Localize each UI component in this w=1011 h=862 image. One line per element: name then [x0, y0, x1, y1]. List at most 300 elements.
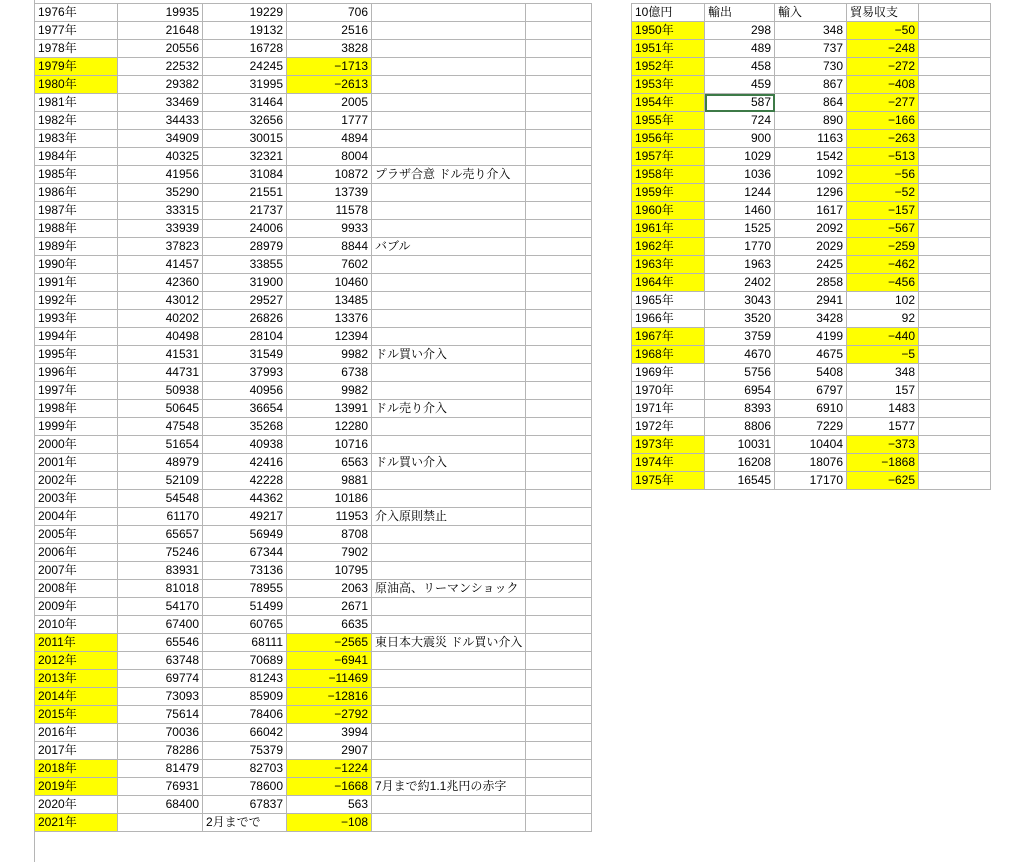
cell-balance[interactable]: −462 — [847, 256, 919, 274]
cell-note[interactable] — [372, 184, 526, 202]
cell-export[interactable]: 33315 — [118, 202, 203, 220]
cell-export[interactable]: 33939 — [118, 220, 203, 238]
cell-note[interactable]: ドル買い介入 — [372, 346, 526, 364]
cell-export[interactable]: 75614 — [118, 706, 203, 724]
cell-year[interactable]: 1969年 — [632, 364, 705, 382]
cell-year[interactable]: 2021年 — [35, 814, 118, 832]
table-row[interactable] — [35, 202, 592, 220]
cell-import[interactable]: 2425 — [775, 256, 847, 274]
cell-balance[interactable]: 13991 — [287, 400, 372, 418]
cell-year[interactable]: 1967年 — [632, 328, 705, 346]
cell-import[interactable]: 51499 — [203, 598, 287, 616]
table-row[interactable] — [35, 292, 592, 310]
cell-import[interactable]: 31900 — [203, 274, 287, 292]
table-row[interactable] — [35, 22, 592, 40]
cell-empty[interactable] — [919, 238, 991, 256]
cell-year[interactable]: 1974年 — [632, 454, 705, 472]
cell-balance[interactable]: −1713 — [287, 58, 372, 76]
cell-export[interactable]: 78286 — [118, 742, 203, 760]
table-row[interactable] — [632, 130, 991, 148]
cell-year[interactable]: 1952年 — [632, 58, 705, 76]
cell-note[interactable] — [372, 814, 526, 832]
cell-note[interactable] — [372, 220, 526, 238]
cell-year[interactable]: 1951年 — [632, 40, 705, 58]
cell-balance[interactable]: −5 — [847, 346, 919, 364]
cell-year[interactable]: 1966年 — [632, 310, 705, 328]
cell-export[interactable]: 458 — [705, 58, 775, 76]
cell-export[interactable]: 69774 — [118, 670, 203, 688]
trade-balance-table-1950-1975[interactable] — [631, 3, 991, 490]
cell-balance[interactable]: 10716 — [287, 436, 372, 454]
cell-empty[interactable] — [526, 148, 592, 166]
cell-year[interactable]: 1997年 — [35, 382, 118, 400]
table-row[interactable] — [632, 202, 991, 220]
cell-empty[interactable] — [526, 562, 592, 580]
cell-import[interactable]: 28104 — [203, 328, 287, 346]
cell-balance[interactable]: −259 — [847, 238, 919, 256]
cell-empty[interactable] — [919, 418, 991, 436]
cell-note[interactable] — [372, 526, 526, 544]
cell-empty[interactable] — [919, 472, 991, 490]
cell-balance[interactable]: −277 — [847, 94, 919, 112]
cell-year[interactable]: 2002年 — [35, 472, 118, 490]
cell-import[interactable]: 1296 — [775, 184, 847, 202]
table-row[interactable] — [35, 778, 592, 796]
cell-export[interactable]: 29382 — [118, 76, 203, 94]
cell-export[interactable]: 2402 — [705, 274, 775, 292]
table-row[interactable] — [35, 616, 592, 634]
table-row[interactable] — [35, 652, 592, 670]
cell-export[interactable]: 65546 — [118, 634, 203, 652]
cell-empty[interactable] — [919, 346, 991, 364]
cell-export[interactable]: 33469 — [118, 94, 203, 112]
cell-export[interactable]: 76931 — [118, 778, 203, 796]
table-row[interactable] — [35, 634, 592, 652]
cell-year[interactable]: 1987年 — [35, 202, 118, 220]
cell-export[interactable]: 83931 — [118, 562, 203, 580]
cell-export[interactable]: 587 — [705, 94, 775, 112]
cell-import[interactable]: 18076 — [775, 454, 847, 472]
cell-note[interactable] — [372, 256, 526, 274]
cell-year[interactable]: 2007年 — [35, 562, 118, 580]
cell-year[interactable]: 1959年 — [632, 184, 705, 202]
cell-balance[interactable]: 8004 — [287, 148, 372, 166]
cell-import[interactable]: 30015 — [203, 130, 287, 148]
cell-import[interactable]: 67837 — [203, 796, 287, 814]
cell-year[interactable]: 2004年 — [35, 508, 118, 526]
cell-balance[interactable]: 9881 — [287, 472, 372, 490]
cell-empty[interactable] — [919, 400, 991, 418]
cell-note[interactable]: ドル買い介入 — [372, 454, 526, 472]
table-row[interactable] — [35, 346, 592, 364]
cell-year[interactable]: 2003年 — [35, 490, 118, 508]
table-row[interactable] — [35, 166, 592, 184]
table-row[interactable] — [35, 40, 592, 58]
cell-import[interactable]: 737 — [775, 40, 847, 58]
table-row[interactable] — [35, 310, 592, 328]
cell-export[interactable]: 724 — [705, 112, 775, 130]
cell-year[interactable]: 1970年 — [632, 382, 705, 400]
cell-year[interactable]: 2010年 — [35, 616, 118, 634]
cell-balance[interactable]: −12816 — [287, 688, 372, 706]
cell-export[interactable]: 4670 — [705, 346, 775, 364]
cell-export[interactable]: 65657 — [118, 526, 203, 544]
cell-import[interactable]: 32321 — [203, 148, 287, 166]
cell-year[interactable]: 2014年 — [35, 688, 118, 706]
cell-balance[interactable]: −6941 — [287, 652, 372, 670]
cell-empty[interactable] — [919, 4, 991, 22]
cell-export[interactable]: 42360 — [118, 274, 203, 292]
cell-year[interactable]: 1992年 — [35, 292, 118, 310]
cell-import[interactable]: 864 — [775, 94, 847, 112]
cell-empty[interactable] — [526, 58, 592, 76]
cell-balance[interactable]: −1668 — [287, 778, 372, 796]
cell-note[interactable] — [372, 418, 526, 436]
cell-export[interactable]: 50938 — [118, 382, 203, 400]
cell-empty[interactable] — [526, 130, 592, 148]
cell-export[interactable]: 43012 — [118, 292, 203, 310]
cell-year[interactable]: 2015年 — [35, 706, 118, 724]
cell-note[interactable] — [372, 364, 526, 382]
cell-empty[interactable] — [526, 4, 592, 22]
cell-balance[interactable]: −1224 — [287, 760, 372, 778]
cell-year[interactable]: 1990年 — [35, 256, 118, 274]
cell-empty[interactable] — [526, 202, 592, 220]
cell-export[interactable]: 41531 — [118, 346, 203, 364]
cell-empty[interactable] — [526, 436, 592, 454]
cell-note[interactable] — [372, 670, 526, 688]
cell-import[interactable]: 6910 — [775, 400, 847, 418]
cell-year[interactable]: 2005年 — [35, 526, 118, 544]
cell-balance[interactable]: 6635 — [287, 616, 372, 634]
cell-empty[interactable] — [919, 436, 991, 454]
cell-year[interactable]: 1981年 — [35, 94, 118, 112]
cell-year[interactable]: 2013年 — [35, 670, 118, 688]
cell-empty[interactable] — [526, 760, 592, 778]
cell-empty[interactable] — [526, 418, 592, 436]
table-row[interactable] — [632, 112, 991, 130]
cell-year[interactable]: 1972年 — [632, 418, 705, 436]
cell-balance[interactable]: −166 — [847, 112, 919, 130]
cell-balance[interactable]: 1777 — [287, 112, 372, 130]
cell-export[interactable]: 50645 — [118, 400, 203, 418]
cell-note[interactable] — [372, 112, 526, 130]
cell-empty[interactable] — [526, 310, 592, 328]
cell-year[interactable]: 1999年 — [35, 418, 118, 436]
cell-balance[interactable]: −440 — [847, 328, 919, 346]
cell-balance[interactable]: 3994 — [287, 724, 372, 742]
cell-empty[interactable] — [919, 40, 991, 58]
table-row[interactable] — [35, 706, 592, 724]
cell-import[interactable]: 19132 — [203, 22, 287, 40]
cell-note[interactable] — [372, 292, 526, 310]
cell-export[interactable]: 16545 — [705, 472, 775, 490]
cell-balance[interactable]: −2792 — [287, 706, 372, 724]
cell-import[interactable]: 82703 — [203, 760, 287, 778]
table-row[interactable] — [632, 94, 991, 112]
cell-export[interactable]: 3759 — [705, 328, 775, 346]
cell-import[interactable]: 6797 — [775, 382, 847, 400]
cell-empty[interactable] — [919, 256, 991, 274]
table-row[interactable] — [35, 562, 592, 580]
trade-balance-table-1976-2021[interactable] — [34, 3, 592, 832]
cell-balance[interactable]: 3828 — [287, 40, 372, 58]
cell-import[interactable]: 31549 — [203, 346, 287, 364]
cell-year[interactable]: 2016年 — [35, 724, 118, 742]
cell-note[interactable] — [372, 490, 526, 508]
table-row[interactable] — [35, 256, 592, 274]
cell-note[interactable] — [372, 76, 526, 94]
cell-empty[interactable] — [526, 292, 592, 310]
table-row[interactable] — [35, 742, 592, 760]
cell-empty[interactable] — [526, 112, 592, 130]
cell-balance[interactable]: −456 — [847, 274, 919, 292]
cell-empty[interactable] — [919, 94, 991, 112]
cell-note[interactable] — [372, 94, 526, 112]
cell-export[interactable]: 75246 — [118, 544, 203, 562]
cell-export[interactable]: 8393 — [705, 400, 775, 418]
cell-balance[interactable]: −108 — [287, 814, 372, 832]
cell-balance[interactable]: 6738 — [287, 364, 372, 382]
cell-balance[interactable]: 2907 — [287, 742, 372, 760]
table-row[interactable] — [35, 508, 592, 526]
cell-year[interactable]: 1963年 — [632, 256, 705, 274]
cell-import[interactable]: 31995 — [203, 76, 287, 94]
table-row[interactable] — [35, 238, 592, 256]
table-row[interactable] — [632, 454, 991, 472]
cell-balance[interactable]: 12280 — [287, 418, 372, 436]
cell-export[interactable]: 37823 — [118, 238, 203, 256]
cell-note[interactable]: 東日本大震災 ドル買い介入 — [372, 634, 526, 652]
cell-import[interactable]: 36654 — [203, 400, 287, 418]
table-row[interactable] — [35, 328, 592, 346]
cell-balance[interactable]: 1577 — [847, 418, 919, 436]
cell-year[interactable]: 1977年 — [35, 22, 118, 40]
table-row[interactable] — [632, 166, 991, 184]
cell-import[interactable]: 31464 — [203, 94, 287, 112]
cell-export[interactable]: 1963 — [705, 256, 775, 274]
cell-import[interactable]: 85909 — [203, 688, 287, 706]
cell-year[interactable]: 1985年 — [35, 166, 118, 184]
cell-year[interactable]: 1982年 — [35, 112, 118, 130]
cell-import[interactable]: 16728 — [203, 40, 287, 58]
cell-balance[interactable]: −2565 — [287, 634, 372, 652]
cell-empty[interactable] — [526, 670, 592, 688]
cell-export[interactable]: 10031 — [705, 436, 775, 454]
cell-year[interactable]: 2019年 — [35, 778, 118, 796]
cell-import[interactable]: 28979 — [203, 238, 287, 256]
cell-note[interactable] — [372, 22, 526, 40]
cell-note[interactable] — [372, 148, 526, 166]
cell-balance[interactable]: 2005 — [287, 94, 372, 112]
cell-import[interactable]: 37993 — [203, 364, 287, 382]
cell-balance[interactable]: 12394 — [287, 328, 372, 346]
cell-empty[interactable] — [526, 184, 592, 202]
cell-empty[interactable] — [526, 364, 592, 382]
cell-import[interactable]: 10404 — [775, 436, 847, 454]
cell-import[interactable]: 31084 — [203, 166, 287, 184]
cell-empty[interactable] — [526, 580, 592, 598]
cell-empty[interactable] — [919, 184, 991, 202]
cell-import[interactable]: 2941 — [775, 292, 847, 310]
cell-year[interactable]: 2000年 — [35, 436, 118, 454]
cell-year[interactable]: 1973年 — [632, 436, 705, 454]
table-row[interactable] — [35, 490, 592, 508]
table-row[interactable] — [35, 76, 592, 94]
cell-balance[interactable]: 2671 — [287, 598, 372, 616]
cell-year[interactable]: 1954年 — [632, 94, 705, 112]
cell-export[interactable]: 34909 — [118, 130, 203, 148]
cell-export[interactable]: 1029 — [705, 148, 775, 166]
cell-export[interactable]: 1460 — [705, 202, 775, 220]
cell-note[interactable] — [372, 760, 526, 778]
cell-year[interactable]: 1964年 — [632, 274, 705, 292]
cell-balance[interactable]: −625 — [847, 472, 919, 490]
cell-export[interactable]: 52109 — [118, 472, 203, 490]
table-row[interactable] — [632, 310, 991, 328]
cell-balance[interactable]: −272 — [847, 58, 919, 76]
cell-export[interactable]: 41956 — [118, 166, 203, 184]
cell-year[interactable]: 2001年 — [35, 454, 118, 472]
cell-empty[interactable] — [526, 274, 592, 292]
cell-year[interactable]: 1965年 — [632, 292, 705, 310]
cell-year[interactable]: 1971年 — [632, 400, 705, 418]
cell-export[interactable]: 22532 — [118, 58, 203, 76]
cell-export[interactable]: 489 — [705, 40, 775, 58]
cell-year[interactable]: 1968年 — [632, 346, 705, 364]
cell-empty[interactable] — [526, 634, 592, 652]
cell-export[interactable]: 1770 — [705, 238, 775, 256]
cell-export[interactable]: 21648 — [118, 22, 203, 40]
cell-import[interactable]: 56949 — [203, 526, 287, 544]
cell-import[interactable]: 17170 — [775, 472, 847, 490]
cell-empty[interactable] — [526, 688, 592, 706]
cell-note[interactable] — [372, 706, 526, 724]
cell-import[interactable]: 33855 — [203, 256, 287, 274]
cell-export[interactable]: 81018 — [118, 580, 203, 598]
cell-balance[interactable]: 8708 — [287, 526, 372, 544]
table-row[interactable] — [632, 58, 991, 76]
cell-empty[interactable] — [526, 454, 592, 472]
cell-balance[interactable]: 9982 — [287, 382, 372, 400]
cell-import[interactable]: 40938 — [203, 436, 287, 454]
cell-balance[interactable]: 13739 — [287, 184, 372, 202]
cell-empty[interactable] — [526, 400, 592, 418]
table-row[interactable] — [632, 346, 991, 364]
header-balance[interactable]: 貿易収支 — [847, 4, 919, 22]
cell-import[interactable]: 40956 — [203, 382, 287, 400]
cell-note[interactable]: バブル — [372, 238, 526, 256]
table-row[interactable] — [35, 580, 592, 598]
cell-balance[interactable]: 10795 — [287, 562, 372, 580]
cell-year[interactable]: 1953年 — [632, 76, 705, 94]
table-row[interactable] — [35, 526, 592, 544]
cell-year[interactable]: 1958年 — [632, 166, 705, 184]
cell-year[interactable]: 1986年 — [35, 184, 118, 202]
cell-year[interactable]: 1983年 — [35, 130, 118, 148]
cell-empty[interactable] — [526, 706, 592, 724]
cell-balance[interactable]: 9982 — [287, 346, 372, 364]
cell-note[interactable] — [372, 436, 526, 454]
table-row[interactable] — [632, 184, 991, 202]
cell-year[interactable]: 1998年 — [35, 400, 118, 418]
cell-note[interactable] — [372, 598, 526, 616]
table-row[interactable] — [632, 400, 991, 418]
cell-year[interactable]: 1996年 — [35, 364, 118, 382]
cell-export[interactable]: 54548 — [118, 490, 203, 508]
cell-empty[interactable] — [526, 256, 592, 274]
cell-export[interactable]: 54170 — [118, 598, 203, 616]
cell-empty[interactable] — [526, 742, 592, 760]
cell-import[interactable]: 44362 — [203, 490, 287, 508]
cell-balance[interactable]: 563 — [287, 796, 372, 814]
cell-balance[interactable]: 13376 — [287, 310, 372, 328]
cell-year[interactable]: 1955年 — [632, 112, 705, 130]
cell-year[interactable]: 2011年 — [35, 634, 118, 652]
table-row[interactable] — [35, 724, 592, 742]
cell-empty[interactable] — [919, 220, 991, 238]
cell-export[interactable]: 1244 — [705, 184, 775, 202]
cell-import[interactable]: 68111 — [203, 634, 287, 652]
cell-import[interactable]: 2月までで — [203, 814, 287, 832]
cell-year[interactable]: 1984年 — [35, 148, 118, 166]
cell-export[interactable]: 35290 — [118, 184, 203, 202]
cell-empty[interactable] — [526, 598, 592, 616]
cell-import[interactable]: 2029 — [775, 238, 847, 256]
cell-import[interactable]: 49217 — [203, 508, 287, 526]
cell-note[interactable] — [372, 724, 526, 742]
table-row[interactable] — [632, 472, 991, 490]
cell-note[interactable] — [372, 40, 526, 58]
cell-export[interactable]: 48979 — [118, 454, 203, 472]
cell-export[interactable]: 81479 — [118, 760, 203, 778]
cell-empty[interactable] — [526, 490, 592, 508]
cell-import[interactable]: 70689 — [203, 652, 287, 670]
cell-export[interactable]: 40202 — [118, 310, 203, 328]
table-row[interactable] — [35, 814, 592, 832]
cell-note[interactable] — [372, 688, 526, 706]
cell-empty[interactable] — [526, 40, 592, 58]
cell-empty[interactable] — [526, 544, 592, 562]
header-import[interactable]: 輸入 — [775, 4, 847, 22]
table-row[interactable] — [632, 148, 991, 166]
cell-empty[interactable] — [919, 364, 991, 382]
cell-import[interactable]: 21737 — [203, 202, 287, 220]
cell-balance[interactable]: 11578 — [287, 202, 372, 220]
cell-export[interactable] — [118, 814, 203, 832]
cell-import[interactable]: 35268 — [203, 418, 287, 436]
cell-year[interactable]: 2017年 — [35, 742, 118, 760]
cell-note[interactable] — [372, 4, 526, 22]
table-row[interactable] — [632, 22, 991, 40]
cell-year[interactable]: 1980年 — [35, 76, 118, 94]
cell-import[interactable]: 29527 — [203, 292, 287, 310]
cell-year[interactable]: 2012年 — [35, 652, 118, 670]
cell-export[interactable]: 900 — [705, 130, 775, 148]
cell-empty[interactable] — [526, 724, 592, 742]
cell-export[interactable]: 51654 — [118, 436, 203, 454]
cell-export[interactable]: 20556 — [118, 40, 203, 58]
cell-balance[interactable]: 2516 — [287, 22, 372, 40]
table-row[interactable] — [35, 760, 592, 778]
cell-import[interactable]: 348 — [775, 22, 847, 40]
cell-year[interactable]: 1994年 — [35, 328, 118, 346]
cell-year[interactable]: 1957年 — [632, 148, 705, 166]
table-row[interactable] — [35, 400, 592, 418]
cell-export[interactable]: 73093 — [118, 688, 203, 706]
cell-note[interactable] — [372, 652, 526, 670]
table-row[interactable] — [35, 112, 592, 130]
